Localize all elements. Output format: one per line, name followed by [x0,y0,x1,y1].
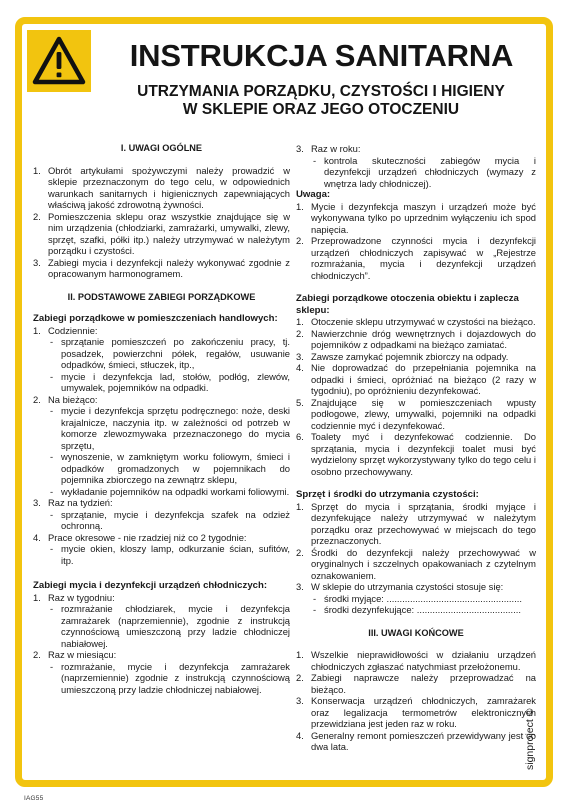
section-heading-final: III. UWAGI KOŃCOWE [368,627,464,638]
section-heading-basic: II. PODSTAWOWE ZABIEGI PORZĄDKOWE [67,291,256,302]
sub-list [48,603,290,649]
sub-list-item: - mycie i dezynfekcja sprzętu podręcznego: noże, deski krajalnicze, naczynia itp. w zależności od potrzeb w komorze zlewozmywaka przeznaczonego do mycia sprzętu, [50,405,290,451]
item-text: Zabiegi naprawcze należy przeprowadzać na bieżąco. [311,672,536,695]
list-item [33,165,290,211]
surroundings-list [296,316,536,477]
item-number: 3. [33,256,41,268]
sub-list [48,405,290,497]
list-item [33,649,290,695]
rooms-heading: Zabiegi porządkowe w pomieszczeniach handlowych: [33,313,278,324]
rooms-list [33,325,290,567]
item-text: Raz w miesiącu: [48,649,117,660]
list-item [296,695,536,730]
item-text: Zawsze zamykać pojemnik zbiorczy na odpady. [311,350,509,362]
item-text: Codziennie: [48,324,98,336]
item-text: Środki do dezynfekcji należy przechowywać w oryginalnych i szczelnych opakowaniach z czytelnym oznakowaniem. [311,546,536,581]
list-item [296,362,536,397]
list-item [33,394,290,498]
fill-line-disinfectants: - środki dezynfekujące: ........................................ [313,604,521,615]
sub-list-item: - mycie i dezynfekcja lad, stołów, podłóg, zlewów, umywalek, pojemników na odpadki. [50,370,290,393]
item-number: 1. [296,316,304,327]
sub-list [48,661,290,696]
list-item [296,581,536,593]
item-number: 4. [296,362,304,373]
item-number: 5. [296,396,304,408]
item-number: 2. [33,210,41,222]
item-text: Raz w tygodniu: [48,591,115,603]
list-item [296,730,536,753]
list-item [33,211,290,257]
item-text: Nawierzchnie dróg wewnętrznych i dojazdowych do pojemników z odpadkami na bieżąco zamiatać. [311,327,536,350]
fill-line-cleaning-agents: - środki myjące: .................................................... [313,592,522,604]
sub-list-item: - kontrola skuteczności zabiegów mycia i dezynfekcji urządzeń chłodniczych (wymazy z wnętrza lady chłodniczej). [313,154,536,189]
list-item [296,397,536,432]
item-number: 4. [33,531,41,543]
item-text: W sklepie do utrzymania czystości stosuje się: [311,581,504,592]
warning-icon [27,30,91,92]
list-item [296,649,536,672]
left-column [33,143,290,695]
item-text: Na bieżąco: [48,393,98,405]
item-text: Generalny remont pomieszczeń przewidywany jest co dwa lata. [311,729,536,752]
equipment-heading: Sprzęt i środki do utrzymania czystości: [296,489,479,500]
list-item [296,501,536,547]
list-item [296,547,536,582]
list-item [33,257,290,280]
item-number: 2. [296,327,304,339]
sub-list-item: - wykładanie pojemników na odpadki workami foliowymi. [50,485,290,497]
item-number: 2. [33,649,41,660]
item-number: 1. [296,200,304,212]
item-number: 1. [33,324,41,336]
list-item [33,532,290,567]
list-item [33,592,290,650]
final-notes-list [296,649,536,753]
sub-list-item: - rozmrażanie, mycie i dezynfekcja zamrażarek (naprzemiennie) zgodnie z instrukcją czynnościową umieszczoną przy ladzie chłodniczej nabiałowej. [50,660,290,695]
item-text: Obrót artykułami spożywczymi należy prowadzić w sklepie przeznaczonym do tego celu, w odpowiednich warunkach sanitarnych i higienicznych zapewniających właściwą jakość zdrowotną żywności. [48,164,290,210]
section-heading-general: I. UWAGI OGÓLNE [120,143,203,153]
list-item [33,325,290,394]
item-text: Sprzęt do mycia i sprzątania, środki myjące i dezynfekujące należy utrzymywać w należytym porządku oraz przechowywać w miejscach do tego przeznaczonych. [311,500,536,546]
list-item [296,328,536,351]
page-title: INSTRUKCJA SANITARNA [129,38,514,73]
sub-list [48,336,290,394]
item-number: 4. [296,729,304,741]
list-item [296,351,536,363]
surroundings-heading: Zabiegi porządkowe otoczenia obiektu i zaplecza sklepu: [296,293,519,316]
note-heading: Uwaga: [296,189,331,200]
sub-list [311,155,536,190]
item-number: 3. [296,143,304,154]
item-text: Znajdujące się w pomieszczeniach wpusty podłogowe, zlewy, umywalki, pojemniki na odpadki codziennie myć i dezynfekować. [311,396,536,431]
sub-list [48,543,290,566]
sub-list-item: - mycie okien, kloszy lamp, odkurzanie ścian, sufitów, itp. [50,543,290,566]
note-list [296,201,536,282]
page-subtitle: UTRZYMANIA PORZĄDKU, CZYSTOŚCI I HIGIENY W SKLEPIE ORAZ JEGO OTOCZENIU [137,83,505,118]
item-number: 1. [296,500,304,512]
list-item [33,497,290,532]
list-item [296,316,536,328]
equipment-list [296,501,536,593]
item-number: 3. [296,581,304,592]
sub-list-item: - rozmrażanie chłodziarek, mycie i dezynfekcja zamrażarek (naprzemiennie), zgodnie z instrukcją czynnościową umieszczoną przy ladzie chłodniczej nabiałowej. [50,603,290,649]
product-code: IAG55 [24,795,44,802]
cooling-list [33,592,290,696]
list-item [296,672,536,695]
list-item [296,235,536,281]
right-column [296,143,536,753]
list-item [296,431,536,477]
sub-list [48,509,290,532]
item-text: Raz na tydzień: [48,497,113,508]
item-number: 1. [296,649,304,660]
item-text: Raz w roku: [311,143,361,154]
item-text: Prace okresowe - nie rzadziej niż co 2 tygodnie: [48,531,247,543]
item-text: Pomieszczenia sklepu oraz wszystkie znajdujące się w nim urządzenia (chłodziarki, zamrażarki, umywalki, zlewy, sprzęt, szafki, półki itp.) należy utrzymywać w należytym porządku i czystości. [48,210,290,256]
list-item [296,143,536,189]
item-text: Przeprowadzone czynności mycia i dezynfekcji urządzeń chłodniczych zapisywać w „Rejestrze rozmrażania, mycia i dezynfekcji urządzeń chłodniczych”. [311,235,536,281]
item-number: 3. [33,497,41,508]
sub-list-item: - sprzątanie pomieszczeń po zakończeniu pracy, tj. posadzek, powierzchni półek, regałów, usuwanie odpadków, śmieci, stłuczek, itp., [50,336,290,370]
item-text: Toalety myć i dezynfekować codziennie. Do sprzątania, mycia i dezynfekcji toalet musi być wydzielony sprzęt wykorzystywany tylko do tego celu i osobno przechowywany. [311,431,536,477]
item-number: 2. [33,393,41,405]
sub-list-item: - wynoszenie, w zamkniętym worku foliowym, śmieci i odpadków gromadzonych w pojemnikach do pojemnika zbiorczego na zewnątrz sklepu, [50,451,290,485]
item-number: 2. [296,546,304,558]
item-text: Otoczenie sklepu utrzymywać w czystości na bieżąco. [311,316,536,327]
cooling-list-continued [296,143,536,189]
item-number: 1. [33,591,41,603]
item-number: 3. [296,350,304,362]
cooling-heading: Zabiegi mycia i dezynfekcji urządzeń chłodniczych: [33,580,268,591]
equipment-fill-lines [311,593,536,616]
list-item [296,201,536,236]
item-text: Wszelkie nieprawidłowości w działaniu urządzeń chłodniczych zgłaszać natychmiast przełożonemu. [311,649,536,672]
item-text: Konserwacja urządzeń chłodniczych, zamrażarek oraz legalizacja termometrów elektronicznych przewidziana jest jeden raz w roku. [311,695,536,729]
brand-mark: signproject © [524,708,536,770]
item-number: 2. [296,235,304,246]
item-number: 1. [33,164,41,176]
sub-list-item: - sprzątanie, mycie i dezynfekcja szafek na odzież ochronną. [50,508,290,531]
item-number: 6. [296,431,304,442]
item-number: 3. [296,695,304,706]
general-notes-list [33,165,290,280]
item-text: Zabiegi mycia i dezynfekcji należy wykonywać zgodnie z opracowanym harmonogramem. [48,256,290,279]
item-text: Nie doprowadzać do przepełniania pojemnika na odpadki i śmieci, opróżniać na bieżąco (2 razy w tygodniu), po opróżnieniu dezynfekować. [311,362,536,396]
item-text: Mycie i dezynfekcja maszyn i urządzeń może być wykonywana tylko po uprzednim wyłączeniu ich spod napięcia. [311,200,536,235]
item-number: 2. [296,672,304,683]
